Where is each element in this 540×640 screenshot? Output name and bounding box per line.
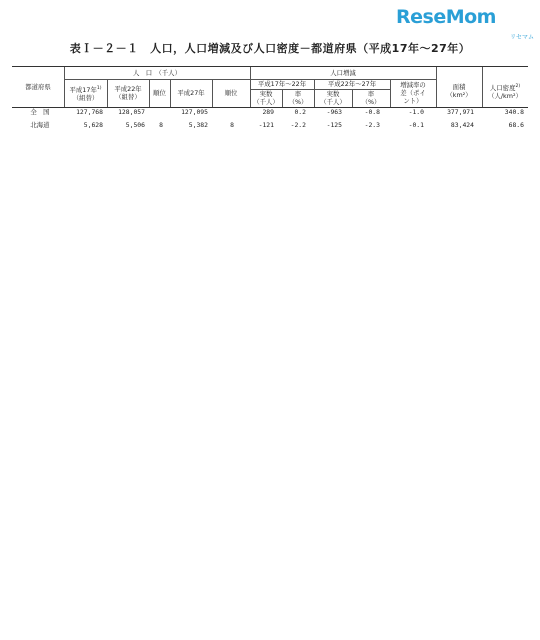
cell-h27: 5,382 [188, 121, 208, 129]
cell-dens: 68.6 [508, 121, 524, 129]
cell-r2: -0.8 [364, 108, 380, 116]
cell-a2: -963 [326, 108, 342, 116]
header-actual-1: 実数 （千人） [253, 90, 279, 106]
cell-r1: 0.2 [294, 108, 306, 116]
header-rank-1: 順位 [153, 89, 166, 97]
data-table [12, 108, 528, 130]
resemom-logo [396, 6, 536, 42]
header-change-1722: 平成17年～22年 [257, 80, 307, 88]
table-title: 表Ｉ－２－１ 人口，人口増減及び人口密度－都道府県（平成17年～27年） [69, 42, 471, 55]
cell-rank2: 8 [230, 121, 234, 129]
cell-h22: 5,506 [125, 121, 145, 129]
cell-a1: -121 [258, 121, 274, 129]
cell-area: 83,424 [450, 121, 474, 129]
header-rate-1: 率 （%） [288, 90, 308, 106]
prefecture-name: 北海道 [30, 121, 50, 129]
cell-h17: 127,768 [76, 108, 103, 116]
table-row [12, 108, 528, 117]
table-header [12, 66, 528, 108]
cell-h22: 128,057 [118, 108, 145, 116]
header-area: 面積 （km²） [446, 83, 472, 99]
cell-a1: 289 [262, 108, 274, 116]
header-diff: 増減率の 差（ポイ ント） [400, 81, 426, 105]
cell-h17: 5,628 [83, 121, 103, 129]
table-row [12, 121, 528, 130]
header-population: 人 口 （千人） [133, 69, 181, 77]
header-change: 人口増減 [330, 69, 356, 77]
header-h17: 平成17年$^{1)}$ （組替） [69, 86, 102, 103]
prefecture-name: 全 国 [30, 108, 50, 116]
cell-dens: 340.8 [504, 108, 524, 116]
header-h22: 平成22年 （組替） [114, 85, 142, 101]
header-prefecture: 都道府県 [25, 83, 51, 91]
header-rank-2: 順位 [224, 89, 238, 97]
header-actual-2: 実数 （千人） [320, 90, 346, 106]
header-h27: 平成27年 [177, 89, 205, 97]
header-rate-2: 率 （%） [361, 90, 381, 106]
cell-diff: -0.1 [408, 121, 424, 129]
cell-a2: -125 [326, 121, 342, 129]
cell-diff: -1.0 [408, 108, 424, 116]
cell-r2: -2.3 [364, 121, 380, 129]
cell-h27: 127,095 [181, 108, 208, 116]
cell-area: 377,971 [447, 108, 474, 116]
header-change-2227: 平成22年～27年 [327, 80, 377, 88]
header-density: 人口密度$^{2)}$ （人/km²） [488, 84, 522, 101]
logo-subtext: リセマム [510, 34, 534, 41]
cell-rank1: 8 [159, 121, 163, 129]
cell-r1: -2.2 [290, 121, 306, 129]
logo-text: ReseMom [396, 6, 496, 28]
